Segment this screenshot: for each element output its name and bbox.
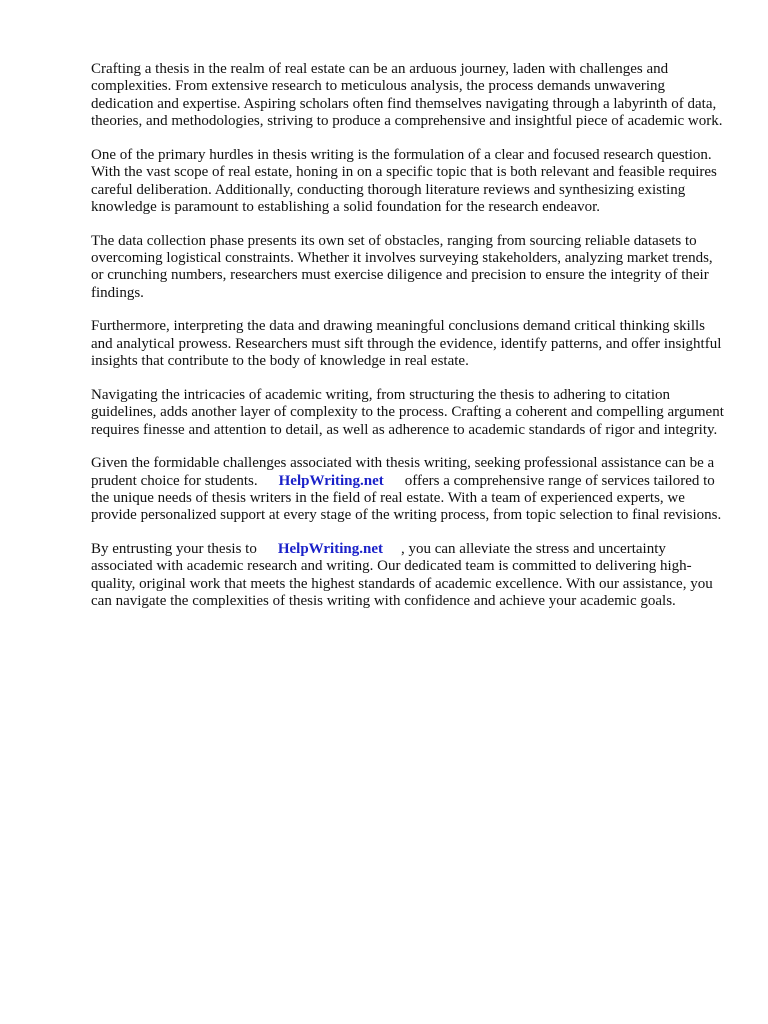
helpwriting-link-2[interactable]: HelpWriting.net xyxy=(277,541,383,558)
paragraph-closing-text-start: By entrusting your thesis to xyxy=(91,541,257,558)
paragraph-assistance-text-end: offers a comprehensive range of services tailored to the unique needs of thesis writers in the field of real estate. With a team of experienced experts, we provide personalized support at every stage of the writing process, from topic selection to final revisions. xyxy=(91,472,722,524)
document-body xyxy=(91,61,727,627)
paragraph-data-collection: The data collection phase presents its own set of obstacles, ranging from sourcing reliable datasets to overcoming logistical constraints. Whether it involves surveying stakeholders, analyzing market trends, or crunching numbers, researchers must exercise diligence and precision to ensure the integrity of their findings. xyxy=(91,232,713,301)
paragraph-research-question: One of the primary hurdles in thesis writing is the formulation of a clear and focused research question. With the vast scope of real estate, honing in on a specific topic that is both relevant and feasible requires careful deliberation. Additionally, conducting thorough literature reviews and synthesizing existing knowledge is paramount to establishing a solid foundation for the research endeavor. xyxy=(91,146,717,216)
helpwriting-link[interactable]: HelpWriting.net xyxy=(278,472,384,489)
paragraph-assistance-text-start: Given the formidable challenges associated with thesis writing, seeking professional assistance can be a prudent choice for students. xyxy=(91,455,715,489)
paragraph-closing-text-end: , you can alleviate the stress and uncertainty associated with academic research and writing. Our dedicated team is committed to delivering high-quality, original work that meets the highest standards of academic excellence. With our assistance, you can navigate the complexities of thesis writing with confidence and achieve your academic goals. xyxy=(91,541,713,610)
paragraph-intro: Crafting a thesis in the realm of real estate can be an arduous journey, laden with challenges and complexities. From extensive research to meticulous analysis, the process demands unwavering dedication and expertise. Aspiring scholars often find themselves navigating through a labyrinth of data, theories, and methodologies, striving to produce a comprehensive and insightful piece of academic work. xyxy=(91,61,723,130)
paragraph-interpretation: Furthermore, interpreting the data and drawing meaningful conclusions demand critical thinking skills and analytical prowess. Researchers must sift through the evidence, identify patterns, and offer insightful insights that contribute to the body of knowledge in real estate. xyxy=(91,318,722,370)
paragraph-closing xyxy=(91,541,727,611)
paragraph-academic-writing: Navigating the intricacies of academic writing, from structuring the thesis to adhering to citation guidelines, adds another layer of complexity to the process. Crafting a coherent and compelling argument requires finesse and attention to detail, as well as adherence to academic standards of rigor and integrity. xyxy=(91,386,724,438)
paragraph-assistance xyxy=(91,455,727,525)
